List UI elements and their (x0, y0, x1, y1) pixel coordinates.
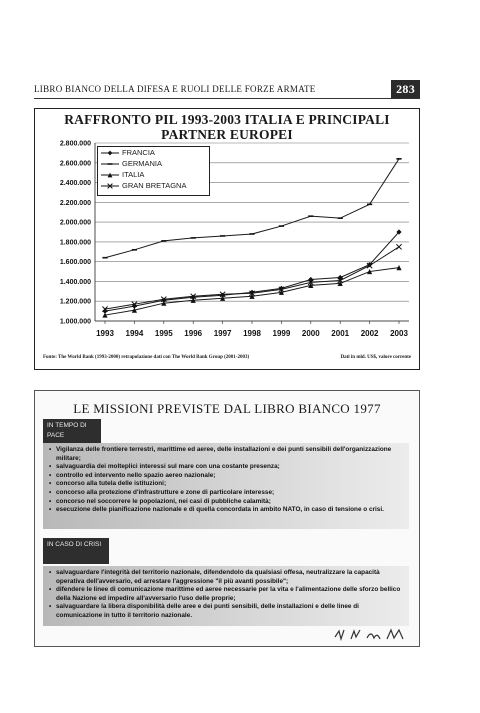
x-tick-label: 1993 (96, 329, 114, 338)
y-tick-label: 2.000.000 (59, 219, 91, 227)
legend-key-icon (101, 160, 119, 168)
page-number: 283 (391, 80, 420, 99)
legend-key-icon (101, 149, 119, 157)
legend-key-icon (101, 171, 119, 179)
mission-item: • salvaguardare la libera disponibilità delle aree e dei punti sensibili, delle installazioni e delle linee di comunicazione in tutto il territorio nazionale. (49, 603, 401, 620)
x-tick-label: 1996 (184, 329, 203, 338)
y-tick-label: 1.000.000 (59, 318, 91, 326)
legend-label: GERMANIA (122, 159, 163, 168)
chart-canvas (35, 109, 421, 371)
x-tick-label: 2000 (301, 329, 320, 338)
y-tick-label: 1.800.000 (59, 239, 91, 247)
crisis-panel (43, 566, 409, 626)
gdp-chart (34, 108, 420, 370)
x-tick-label: 2002 (360, 329, 379, 338)
x-tick-label: 1995 (154, 329, 173, 338)
chart-legend (97, 146, 210, 196)
missions-box (34, 390, 420, 647)
mission-item: • esecuzione delle pianificazione nazionale e di quella concordata in ambito NATO, in caso di tensione o crisi. (49, 506, 401, 515)
mission-item: • salvaguardia dei molteplici interessi sul mare con una costante presenza; (49, 463, 401, 472)
y-tick-label: 1.600.000 (59, 259, 91, 267)
x-tick-label: 2003 (390, 329, 408, 338)
x-tick-label: 1997 (213, 329, 232, 338)
running-title: LIBRO BIANCO DELLA DIFESA E RUOLI DELLE FORZE ARMATE (34, 84, 316, 94)
missions-title: LE MISSIONI PREVISTE DAL LIBRO BIANCO 1977 (73, 401, 381, 416)
mission-item: • concorso alla tutela delle istituzioni; (49, 480, 401, 489)
y-tick-label: 1.200.000 (59, 298, 91, 306)
peace-time-tag: IN TEMPO DI PACE (43, 419, 101, 445)
y-tick-label: 2.800.000 (59, 140, 91, 148)
legend-label: FRANCIA (122, 148, 155, 157)
y-tick-label: 2.200.000 (59, 199, 91, 207)
chart-unit-note: Dati in mld. US$, valore corrente (340, 355, 411, 360)
x-tick-label: 1998 (243, 329, 261, 338)
margin-scribble (333, 627, 411, 641)
y-tick-label: 2.600.000 (59, 160, 91, 168)
chart-title: RAFFRONTO PIL 1993-2003 ITALIA E PRINCIPALI PARTNER EUROPEI (64, 112, 390, 142)
legend-label: ITALIA (122, 170, 145, 179)
mission-item: • concorso alla protezione d'infrastrutture e zone di particolare interesse; (49, 489, 401, 498)
peace-time-panel (43, 443, 409, 529)
x-tick-label: 2001 (331, 329, 350, 338)
series-point (396, 244, 401, 249)
legend-entry (98, 180, 209, 191)
crisis-list (49, 569, 401, 621)
peace-time-list (49, 446, 401, 515)
running-header (34, 84, 420, 98)
legend-entry (98, 147, 209, 158)
x-tick-label: 1994 (125, 329, 144, 338)
y-tick-label: 2.400.000 (59, 180, 91, 188)
series-line (105, 232, 399, 311)
header-rule (34, 98, 420, 99)
legend-entry (98, 158, 209, 169)
legend-label: GRAN BRETAGNA (122, 181, 187, 190)
mission-item: • difendere le linee di comunicazione marittime ed aeree necessarie per la vita e l'alimentazione delle sforzo bellico della Nazione ed impedire all'avversario l'uso delle proprie; (49, 586, 401, 603)
legend-entry (98, 169, 209, 180)
mission-item: • controllo ed intervento nello spazio aereo nazionale; (49, 472, 401, 481)
mission-item: • Vigilanza delle frontiere terrestri, marittime ed aeree, delle installazioni e dei punti sensibili dell'organizzazione militare; (49, 446, 401, 463)
mission-item: • salvaguardare l'integrità del territorio nazionale, difendendolo da qualsiasi offesa, neutralizzare la capacità operativa dell'avversario, ed arrestare l'aggressione "il più avanti possibile"; (49, 569, 401, 586)
legend-key-icon (101, 182, 119, 190)
mission-item: • concorso nel soccorrere le popolazioni, nei casi di pubbliche calamità; (49, 498, 401, 507)
y-tick-label: 1.400.000 (59, 278, 91, 286)
crisis-tag: IN CASO DI CRISI (43, 538, 109, 564)
x-tick-label: 1999 (272, 329, 291, 338)
chart-source-note: Fonte: The World Bank (1993-2000) retrapolazione dati con The World Bank Group (2001-2003) (43, 355, 250, 360)
